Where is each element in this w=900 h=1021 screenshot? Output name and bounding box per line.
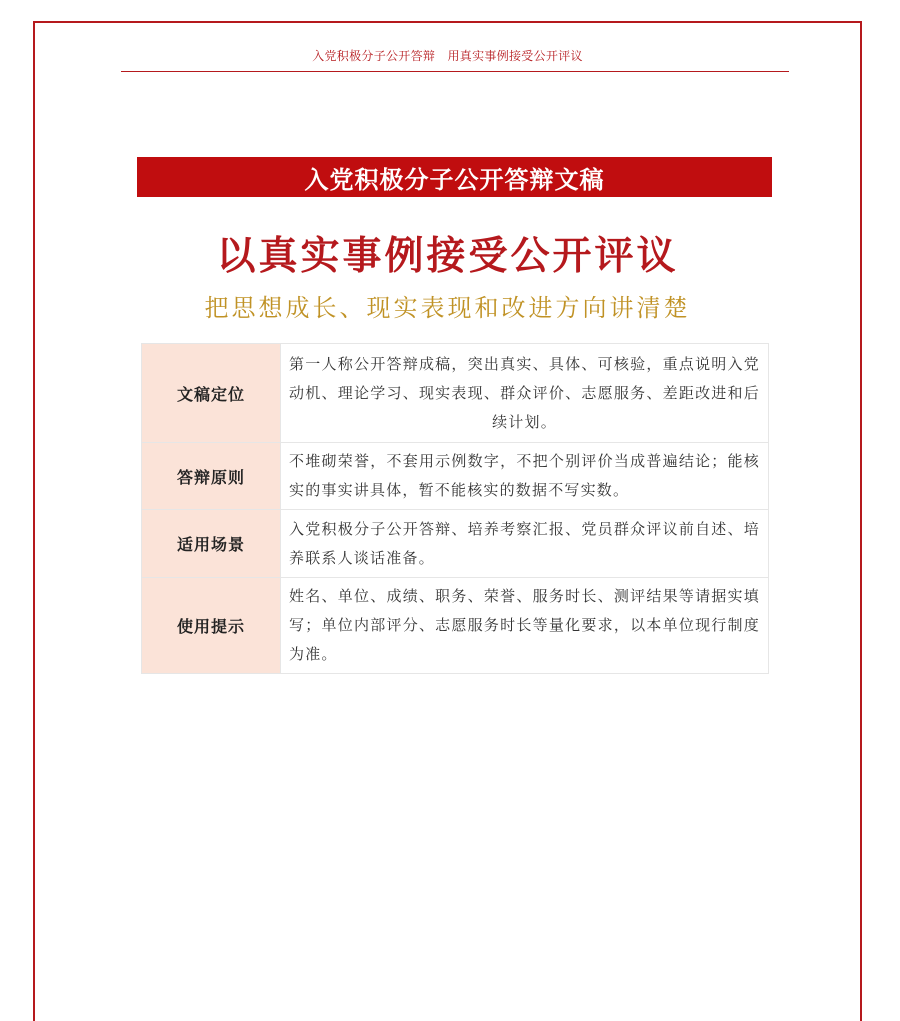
row-content: 不堆砌荣誉，不套用示例数字，不把个别评价当成普遍结论；能核实的事实讲具体，暂不能核实的数据不写实数。 [281, 443, 769, 510]
row-label: 使用提示 [142, 578, 281, 674]
table-row [142, 443, 769, 510]
row-label: 适用场景 [142, 510, 281, 578]
main-title: 以真实事例接受公开评议 [216, 234, 679, 279]
table-row [142, 510, 769, 578]
table-row [142, 578, 769, 674]
document-page [33, 21, 862, 1021]
header-rule [121, 71, 789, 72]
running-header: 入党积极分子公开答辩 用真实事例接受公开评议 [312, 49, 583, 63]
subtitle: 把思想成长、现实表现和改进方向讲清楚 [204, 294, 691, 322]
table-row [142, 344, 769, 443]
title-banner: 入党积极分子公开答辩文稿 [137, 157, 772, 197]
row-content: 第一人称公开答辩成稿，突出真实、具体、可核验，重点说明入党动机、理论学习、现实表现、群众评价、志愿服务、差距改进和后续计划。 [281, 344, 769, 443]
row-content: 入党积极分子公开答辩、培养考察汇报、党员群众评议前自述、培养联系人谈话准备。 [281, 510, 769, 578]
row-label: 文稿定位 [142, 344, 281, 443]
row-label: 答辩原则 [142, 443, 281, 510]
info-table [141, 343, 769, 674]
row-content: 姓名、单位、成绩、职务、荣誉、服务时长、测评结果等请据实填写；单位内部评分、志愿服务时长等量化要求，以本单位现行制度为准。 [281, 578, 769, 674]
